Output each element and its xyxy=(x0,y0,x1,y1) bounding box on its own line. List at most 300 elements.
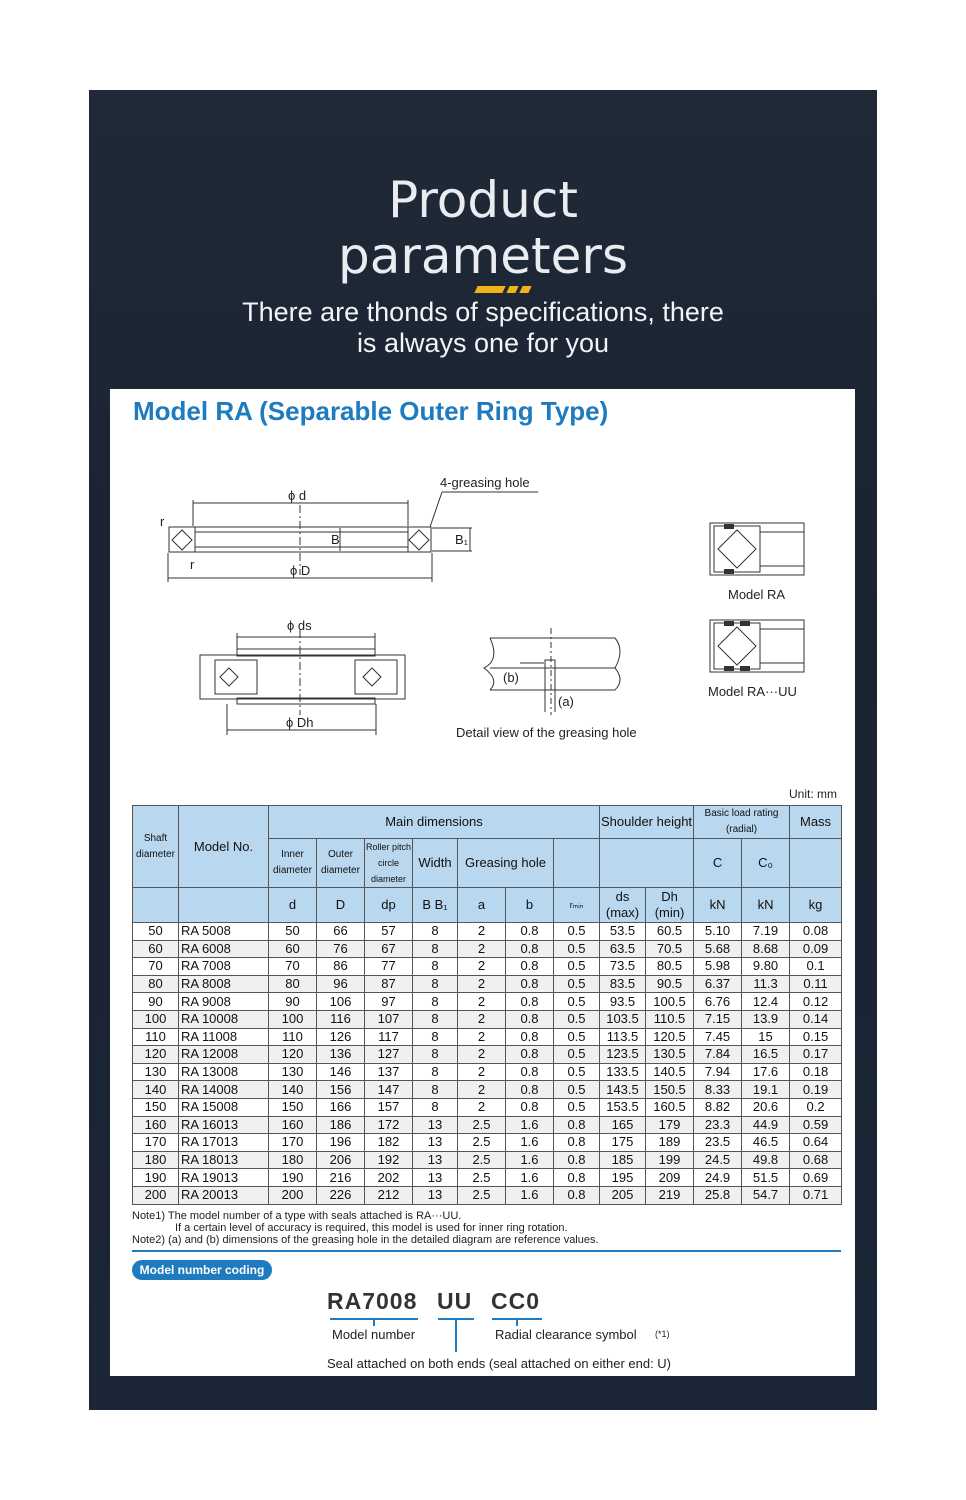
header-a: a xyxy=(458,888,506,923)
header-empty xyxy=(554,839,600,888)
table-cell: 113.5 xyxy=(600,1028,646,1046)
table-cell: 0.09 xyxy=(790,940,842,958)
table-cell: 106 xyxy=(317,993,365,1011)
subtitle-line2: is always one for you xyxy=(356,328,610,358)
table-cell: 216 xyxy=(317,1169,365,1187)
table-cell: 0.19 xyxy=(790,1081,842,1099)
header-Dh: Dh (min) xyxy=(646,888,694,923)
table-cell: 136 xyxy=(317,1046,365,1064)
table-cell: 8 xyxy=(413,958,458,976)
header-BB1: B B₁ xyxy=(413,888,458,923)
table-cell: 83.5 xyxy=(600,975,646,993)
label-r-bottom: r xyxy=(190,557,195,572)
table-cell: 86 xyxy=(317,958,365,976)
table-cell: 23.3 xyxy=(694,1116,742,1134)
table-cell: 70.5 xyxy=(646,940,694,958)
table-cell: 0.8 xyxy=(506,1081,554,1099)
label-B: B xyxy=(331,532,340,547)
table-cell: 202 xyxy=(365,1169,413,1187)
table-cell: 0.64 xyxy=(790,1134,842,1152)
header-empty-4 xyxy=(133,888,179,923)
table-cell-model: RA 9008 xyxy=(179,993,269,1011)
table-cell: 53.5 xyxy=(600,923,646,941)
spec-table-body xyxy=(133,923,842,1205)
page-title-line2: parameters xyxy=(337,227,628,285)
table-cell: 110 xyxy=(133,1028,179,1046)
table-cell: 63.5 xyxy=(600,940,646,958)
table-row xyxy=(133,1098,842,1116)
table-row xyxy=(133,1169,842,1187)
table-cell: 73.5 xyxy=(600,958,646,976)
header-load-rating: Basic load rating (radial) xyxy=(694,806,790,839)
table-cell: 2.5 xyxy=(458,1116,506,1134)
table-cell: 60 xyxy=(133,940,179,958)
table-cell: 7.45 xyxy=(694,1028,742,1046)
table-cell: 50 xyxy=(269,923,317,941)
header-C: C xyxy=(694,839,742,888)
table-cell: 2 xyxy=(458,923,506,941)
table-cell: 0.5 xyxy=(554,940,600,958)
table-cell: 153.5 xyxy=(600,1098,646,1116)
table-row xyxy=(133,940,842,958)
table-cell: 140 xyxy=(133,1081,179,1099)
table-cell: 2 xyxy=(458,1010,506,1028)
table-cell-model: RA 15008 xyxy=(179,1098,269,1116)
table-cell: 0.8 xyxy=(554,1116,600,1134)
table-cell: 179 xyxy=(646,1116,694,1134)
table-cell: 80 xyxy=(269,975,317,993)
table-cell: 17.6 xyxy=(742,1063,790,1081)
table-cell: 7.15 xyxy=(694,1010,742,1028)
table-cell: 0.18 xyxy=(790,1063,842,1081)
table-cell: 0.8 xyxy=(506,975,554,993)
table-cell: 13 xyxy=(413,1186,458,1204)
code-part-model: RA7008 xyxy=(327,1288,418,1314)
page-title-line1: Product xyxy=(388,171,578,229)
table-cell: 0.8 xyxy=(506,923,554,941)
table-row xyxy=(133,1010,842,1028)
label-phi-Dh: ϕ Dh xyxy=(286,715,314,730)
table-cell: 2 xyxy=(458,958,506,976)
table-cell: 0.8 xyxy=(506,1010,554,1028)
table-cell-model: RA 14008 xyxy=(179,1081,269,1099)
table-cell: 103.5 xyxy=(600,1010,646,1028)
table-row xyxy=(133,923,842,941)
table-cell: 6.76 xyxy=(694,993,742,1011)
header-mass: Mass xyxy=(790,806,842,839)
table-cell: 166 xyxy=(317,1098,365,1116)
table-cell: 110.5 xyxy=(646,1010,694,1028)
table-cell: 20.6 xyxy=(742,1098,790,1116)
table-cell: 160.5 xyxy=(646,1098,694,1116)
table-cell: 120.5 xyxy=(646,1028,694,1046)
table-cell: 8 xyxy=(413,1046,458,1064)
table-cell: 127 xyxy=(365,1046,413,1064)
table-cell: 150.5 xyxy=(646,1081,694,1099)
label-phi-d: ϕ d xyxy=(288,488,307,503)
table-cell: 157 xyxy=(365,1098,413,1116)
table-cell: 90 xyxy=(133,993,179,1011)
table-cell-model: RA 17013 xyxy=(179,1134,269,1152)
table-cell: 165 xyxy=(600,1116,646,1134)
table-cell: 0.8 xyxy=(554,1151,600,1169)
table-cell: 8.68 xyxy=(742,940,790,958)
table-row xyxy=(133,1116,842,1134)
table-cell: 186 xyxy=(317,1116,365,1134)
model-coding-badge: Model number coding xyxy=(132,1260,272,1280)
table-cell: 2 xyxy=(458,993,506,1011)
table-cell: 9.80 xyxy=(742,958,790,976)
table-cell: 130 xyxy=(269,1063,317,1081)
label-greasing-hole: 4-greasing hole xyxy=(440,475,530,490)
table-cell: 0.5 xyxy=(554,1010,600,1028)
table-cell: 97 xyxy=(365,993,413,1011)
label-model-ra-uu: Model RA···UU xyxy=(708,684,797,699)
table-cell-model: RA 16013 xyxy=(179,1116,269,1134)
table-cell: 24.9 xyxy=(694,1169,742,1187)
table-cell: 93.5 xyxy=(600,993,646,1011)
table-cell: 116 xyxy=(317,1010,365,1028)
table-cell: 8 xyxy=(413,940,458,958)
table-cell: 206 xyxy=(317,1151,365,1169)
table-cell: 0.14 xyxy=(790,1010,842,1028)
table-cell: 2 xyxy=(458,975,506,993)
table-cell: 147 xyxy=(365,1081,413,1099)
table-row xyxy=(133,975,842,993)
table-cell: 80 xyxy=(133,975,179,993)
table-cell: 0.17 xyxy=(790,1046,842,1064)
table-cell: 190 xyxy=(133,1169,179,1187)
label-radial-clearance: Radial clearance symbol xyxy=(495,1327,637,1342)
table-cell-model: RA 13008 xyxy=(179,1063,269,1081)
table-cell: 2 xyxy=(458,1046,506,1064)
table-cell: 2.5 xyxy=(458,1134,506,1152)
table-cell: 1.6 xyxy=(506,1169,554,1187)
table-cell: 190 xyxy=(269,1169,317,1187)
table-cell: 0.5 xyxy=(554,1028,600,1046)
header-kg: kg xyxy=(790,888,842,923)
table-cell-model: RA 5008 xyxy=(179,923,269,941)
code-part-clearance: CC0 xyxy=(491,1288,541,1314)
table-cell: 100.5 xyxy=(646,993,694,1011)
label-a: (a) xyxy=(558,694,574,709)
table-cell: 170 xyxy=(269,1134,317,1152)
table-cell: 0.5 xyxy=(554,993,600,1011)
header-kN-2: kN xyxy=(742,888,790,923)
divider xyxy=(132,1250,841,1252)
table-cell-model: RA 10008 xyxy=(179,1010,269,1028)
table-cell: 80.5 xyxy=(646,958,694,976)
table-cell: 19.1 xyxy=(742,1081,790,1099)
header-main-dimensions: Main dimensions xyxy=(269,806,600,839)
header-outer: Outer diameter xyxy=(317,839,365,888)
table-cell: 140 xyxy=(269,1081,317,1099)
table-cell: 150 xyxy=(133,1098,179,1116)
table-row xyxy=(133,1081,842,1099)
table-cell: 0.8 xyxy=(506,993,554,1011)
table-cell: 44.9 xyxy=(742,1116,790,1134)
table-cell: 0.5 xyxy=(554,923,600,941)
table-cell: 2.5 xyxy=(458,1186,506,1204)
table-cell: 0.5 xyxy=(554,1046,600,1064)
table-cell: 123.5 xyxy=(600,1046,646,1064)
table-cell: 180 xyxy=(133,1151,179,1169)
table-cell: 8 xyxy=(413,1028,458,1046)
table-cell: 16.5 xyxy=(742,1046,790,1064)
table-cell: 96 xyxy=(317,975,365,993)
table-cell: 110 xyxy=(269,1028,317,1046)
table-cell: 7.94 xyxy=(694,1063,742,1081)
label-model-number: Model number xyxy=(332,1327,416,1342)
header-empty-5 xyxy=(179,888,269,923)
table-cell-model: RA 7008 xyxy=(179,958,269,976)
header-inner: Inner diameter xyxy=(269,839,317,888)
subtitle-line1: There are thonds of specifications, there xyxy=(242,297,724,327)
header-greasing: Greasing hole xyxy=(458,839,554,888)
table-cell-model: RA 11008 xyxy=(179,1028,269,1046)
table-cell: 8 xyxy=(413,923,458,941)
table-cell: 0.12 xyxy=(790,993,842,1011)
table-cell: 0.15 xyxy=(790,1028,842,1046)
tick-model xyxy=(373,1318,375,1326)
label-model-ra: Model RA xyxy=(728,587,786,602)
table-cell: 70 xyxy=(133,958,179,976)
table-cell: 200 xyxy=(133,1186,179,1204)
table-cell: 8.33 xyxy=(694,1081,742,1099)
table-cell: 172 xyxy=(365,1116,413,1134)
header-C0: C₀ xyxy=(742,839,790,888)
table-cell: 160 xyxy=(269,1116,317,1134)
table-cell-model: RA 19013 xyxy=(179,1169,269,1187)
table-cell: 13 xyxy=(413,1134,458,1152)
table-cell: 205 xyxy=(600,1186,646,1204)
table-cell: 0.5 xyxy=(554,975,600,993)
header-ds: ds (max) xyxy=(600,888,646,923)
table-cell: 156 xyxy=(317,1081,365,1099)
table-cell: 54.7 xyxy=(742,1186,790,1204)
table-cell: 1.6 xyxy=(506,1151,554,1169)
table-cell: 13 xyxy=(413,1169,458,1187)
table-cell: 13 xyxy=(413,1151,458,1169)
table-cell: 2 xyxy=(458,1098,506,1116)
table-cell: 143.5 xyxy=(600,1081,646,1099)
header-d: d xyxy=(269,888,317,923)
table-cell: 49.8 xyxy=(742,1151,790,1169)
table-cell: 8 xyxy=(413,1098,458,1116)
table-cell: 0.8 xyxy=(506,1028,554,1046)
spec-table xyxy=(132,805,842,1205)
table-cell: 0.8 xyxy=(554,1186,600,1204)
table-cell: 13.9 xyxy=(742,1010,790,1028)
table-cell: 60.5 xyxy=(646,923,694,941)
table-cell: 212 xyxy=(365,1186,413,1204)
table-cell: 11.3 xyxy=(742,975,790,993)
label-phi-D: ϕ D xyxy=(290,563,311,578)
table-cell-model: RA 18013 xyxy=(179,1151,269,1169)
note-1: Note1) The model number of a type with seals attached is RA···UU. xyxy=(132,1210,462,1222)
table-cell: 8 xyxy=(413,993,458,1011)
table-cell: 8 xyxy=(413,975,458,993)
table-cell: 8 xyxy=(413,1010,458,1028)
table-cell: 189 xyxy=(646,1134,694,1152)
table-cell: 8 xyxy=(413,1063,458,1081)
table-cell: 90.5 xyxy=(646,975,694,993)
table-cell-model: RA 12008 xyxy=(179,1046,269,1064)
table-cell: 90 xyxy=(269,993,317,1011)
code-part-seal: UU xyxy=(437,1288,473,1314)
label-r-top: r xyxy=(160,514,165,529)
label-seal: Seal attached on both ends (seal attached on either end: U) xyxy=(327,1356,672,1371)
panel-title: Model RA (Separable Outer Ring Type) xyxy=(133,396,609,426)
detail-caption: Detail view of the greasing hole xyxy=(456,725,637,740)
table-row xyxy=(133,1028,842,1046)
header-roller: Roller pitch circle diameter xyxy=(365,839,413,888)
table-cell: 5.10 xyxy=(694,923,742,941)
table-cell: 0.11 xyxy=(790,975,842,993)
table-cell-model: RA 8008 xyxy=(179,975,269,993)
table-cell: 0.71 xyxy=(790,1186,842,1204)
header-empty-3 xyxy=(790,839,842,888)
table-cell: 23.5 xyxy=(694,1134,742,1152)
header-kN-1: kN xyxy=(694,888,742,923)
table-cell: 100 xyxy=(133,1010,179,1028)
table-cell: 6.37 xyxy=(694,975,742,993)
table-cell: 76 xyxy=(317,940,365,958)
table-cell: 0.69 xyxy=(790,1169,842,1187)
table-cell: 200 xyxy=(269,1186,317,1204)
table-cell: 130.5 xyxy=(646,1046,694,1064)
table-cell: 150 xyxy=(269,1098,317,1116)
table-cell: 13 xyxy=(413,1116,458,1134)
table-cell: 175 xyxy=(600,1134,646,1152)
table-cell: 66 xyxy=(317,923,365,941)
table-cell: 24.5 xyxy=(694,1151,742,1169)
table-cell: 1.6 xyxy=(506,1186,554,1204)
table-cell: 8.82 xyxy=(694,1098,742,1116)
table-cell: 0.1 xyxy=(790,958,842,976)
table-cell: 87 xyxy=(365,975,413,993)
table-cell: 146 xyxy=(317,1063,365,1081)
table-cell: 77 xyxy=(365,958,413,976)
table-cell: 0.59 xyxy=(790,1116,842,1134)
table-cell: 219 xyxy=(646,1186,694,1204)
header-model-no: Model No. xyxy=(179,806,269,888)
table-cell: 12.4 xyxy=(742,993,790,1011)
table-cell: 5.68 xyxy=(694,940,742,958)
table-cell: 2 xyxy=(458,1028,506,1046)
table-row xyxy=(133,1134,842,1152)
table-cell: 170 xyxy=(133,1134,179,1152)
table-cell: 1.6 xyxy=(506,1116,554,1134)
header-shoulder: Shoulder height xyxy=(600,806,694,839)
table-cell: 195 xyxy=(600,1169,646,1187)
tick-clearance xyxy=(516,1318,518,1326)
table-cell: 0.68 xyxy=(790,1151,842,1169)
table-cell: 209 xyxy=(646,1169,694,1187)
table-cell: 15 xyxy=(742,1028,790,1046)
header-b: b xyxy=(506,888,554,923)
table-cell: 0.8 xyxy=(506,1063,554,1081)
table-cell-model: RA 6008 xyxy=(179,940,269,958)
table-cell: 51.5 xyxy=(742,1169,790,1187)
table-cell: 0.2 xyxy=(790,1098,842,1116)
table-cell: 25.8 xyxy=(694,1186,742,1204)
table-cell: 120 xyxy=(133,1046,179,1064)
table-cell: 50 xyxy=(133,923,179,941)
table-cell: 2 xyxy=(458,1063,506,1081)
table-cell: 0.5 xyxy=(554,1063,600,1081)
table-cell: 226 xyxy=(317,1186,365,1204)
table-cell: 100 xyxy=(269,1010,317,1028)
table-cell: 0.8 xyxy=(506,940,554,958)
table-cell: 0.5 xyxy=(554,1081,600,1099)
label-phi-ds: ϕ ds xyxy=(287,618,312,633)
table-cell: 199 xyxy=(646,1151,694,1169)
table-cell: 196 xyxy=(317,1134,365,1152)
table-cell: 0.8 xyxy=(506,1046,554,1064)
table-cell: 7.84 xyxy=(694,1046,742,1064)
table-cell: 5.98 xyxy=(694,958,742,976)
table-cell: 117 xyxy=(365,1028,413,1046)
table-cell: 160 xyxy=(133,1116,179,1134)
table-cell: 70 xyxy=(269,958,317,976)
table-cell: 67 xyxy=(365,940,413,958)
header-empty-2 xyxy=(600,839,694,888)
table-cell: 0.5 xyxy=(554,1098,600,1116)
header-width: Width xyxy=(413,839,458,888)
table-cell: 2.5 xyxy=(458,1151,506,1169)
table-row xyxy=(133,993,842,1011)
notes xyxy=(132,1210,599,1246)
table-cell-model: RA 20013 xyxy=(179,1186,269,1204)
table-cell: 2 xyxy=(458,940,506,958)
table-cell: 46.5 xyxy=(742,1134,790,1152)
table-cell: 133.5 xyxy=(600,1063,646,1081)
header-D: D xyxy=(317,888,365,923)
table-row xyxy=(133,1186,842,1204)
header-shaft: Shaft diameter xyxy=(133,806,179,888)
table-cell: 180 xyxy=(269,1151,317,1169)
table-cell: 130 xyxy=(133,1063,179,1081)
table-row xyxy=(133,1063,842,1081)
header-rmin: rₘᵢₙ xyxy=(554,888,600,923)
table-cell: 137 xyxy=(365,1063,413,1081)
table-cell: 57 xyxy=(365,923,413,941)
table-cell: 0.5 xyxy=(554,958,600,976)
table-row xyxy=(133,1046,842,1064)
header-dp: dp xyxy=(365,888,413,923)
table-cell: 0.8 xyxy=(554,1134,600,1152)
table-cell: 0.8 xyxy=(506,1098,554,1116)
table-cell: 140.5 xyxy=(646,1063,694,1081)
table-cell: 0.8 xyxy=(554,1169,600,1187)
table-cell: 2.5 xyxy=(458,1169,506,1187)
table-cell: 0.08 xyxy=(790,923,842,941)
label-radial-ref: (*1) xyxy=(655,1329,670,1339)
table-cell: 0.8 xyxy=(506,958,554,976)
table-cell: 2 xyxy=(458,1081,506,1099)
table-cell: 8 xyxy=(413,1081,458,1099)
label-b: (b) xyxy=(503,670,519,685)
table-row xyxy=(133,1151,842,1169)
table-cell: 7.19 xyxy=(742,923,790,941)
table-cell: 182 xyxy=(365,1134,413,1152)
table-cell: 126 xyxy=(317,1028,365,1046)
table-cell: 60 xyxy=(269,940,317,958)
note-1b: If a certain level of accuracy is required, this model is used for inner ring rotation. xyxy=(175,1222,568,1234)
table-cell: 1.6 xyxy=(506,1134,554,1152)
table-cell: 185 xyxy=(600,1151,646,1169)
